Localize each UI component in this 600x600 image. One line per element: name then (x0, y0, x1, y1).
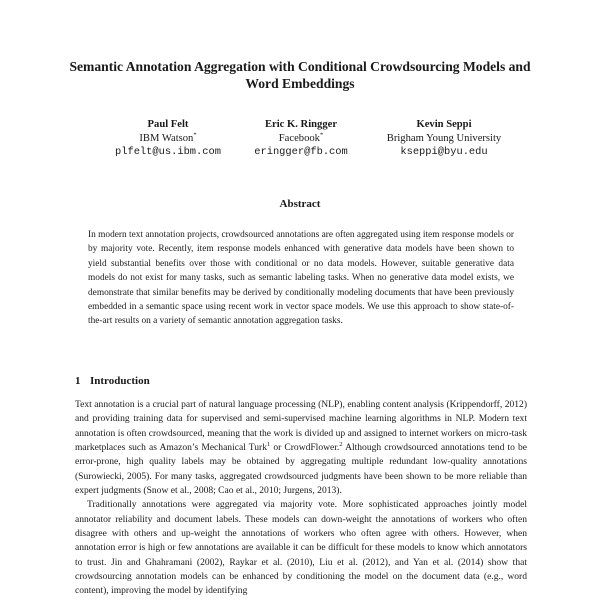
author-3 (364, 118, 524, 160)
author-email: eringger@fb.com (254, 146, 348, 158)
abstract-text: In modern text annotation projects, crowdsourced annotations are often aggregated using item response models or by majority vote. Recently, item response models enhanced with generative data models have been shown to yield substantial benefits over those with conditional or no data models. However, suitable generative data models do not exist for many tasks, such as semantic labeling tasks. When no generative data model exists, we demonstrate that similar benefits may be derived by conditionally modeling documents that have been previously embedded in a semantic space using recent work in vector space models. We use this approach to show state-of-the-art results on a variety of semantic annotation aggregation tasks. (88, 230, 514, 327)
affiliation-mark: * (193, 130, 197, 138)
author-affiliation: IBM Watson* (139, 130, 197, 144)
abstract-heading: Abstract (279, 198, 321, 210)
intro-paragraph-1: Text annotation is a crucial part of natural language processing (NLP), enabling content analysis (Krippendorff, 2012) and providing training data for supervised and semi-supervised machine learning algorithms in NLP. Modern text annotation is often crowdsourced, meaning that the work is divided up and assigned to internet workers on micro-task marketplaces such as Amazon’s Mechanical Turk$^1$ or CrowdFlower.$^2$ Although crowdsourced annotations tend to be error-prone, high quality labels may be obtained by aggregating multiple redundant low-quality annotations (Surowiecki, 2005). For many tasks, aggregated crowdsourced judgments have been shown to be more reliable than expert judgments (Snow et al., 2008; Cao et al., 2010; Jurgens, 2013). (75, 399, 527, 497)
affiliation-mark: * (319, 130, 324, 138)
intro-paragraph-2: Traditionally annotations were aggregated via majority vote. More sophisticated approaches jointly model annotator reliability and document labels. These models can down-weight the annotations of workers who often disagree with others and up-weight the annotations of workers who often agree with others. However, when annotation error is high or few annotations are available it can be difficult for these models to know which annotators to trust. Jin and Ghahramani (2002), Raykar et al. (2010), Liu et al. (2012), and Yan et al. (2014) show that crowdsourcing annotation models can be enhanced by conditioning the model on the document data (e.g., word content), improving the model by identifying (75, 499, 527, 597)
author-name: Paul Felt (147, 119, 189, 130)
author-affiliation: Brigham Young University (386, 132, 502, 144)
footnote-marker-2: 2 (339, 440, 343, 448)
introduction-body (75, 398, 527, 599)
author-email: plfelt@us.ibm.com (114, 146, 221, 158)
author-name: Kevin Seppi (416, 119, 472, 130)
section-title: Introduction (90, 375, 150, 387)
author-2 (221, 118, 381, 160)
section-heading (75, 375, 150, 387)
footnote-marker-1: 1 (267, 440, 271, 448)
author-affiliation: Facebook* (278, 130, 324, 144)
author-name: Eric K. Ringger (264, 119, 338, 130)
abstract-body (88, 228, 514, 329)
paper-title: Semantic Annotation Aggregation with Conditional Crowdsourcing Models and Word Embeddings (69, 59, 531, 91)
section-number: 1 (75, 375, 81, 387)
author-email: kseppi@byu.edu (400, 146, 488, 158)
